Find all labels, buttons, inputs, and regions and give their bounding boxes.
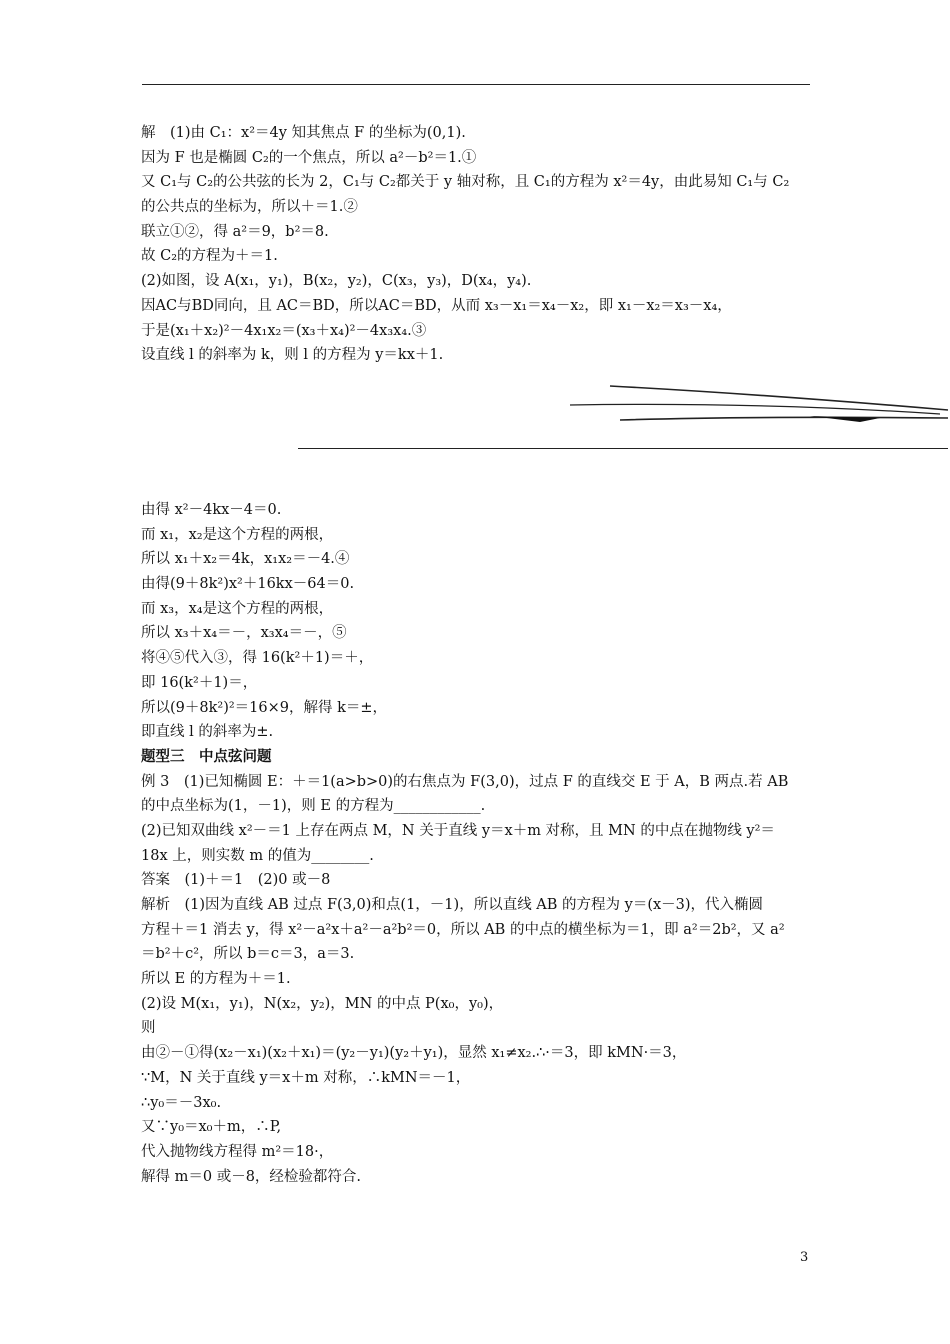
solution-block-bottom (141, 498, 813, 1189)
text-line: 所以 x₃＋x₄＝－，x₃x₄＝－，⑤ (141, 625, 347, 642)
text-line: 又 C₁与 C₂的公共弦的长为 2，C₁与 C₂都关于 y 轴对称，且 C₁的方程为 x²＝4y，由此易知 C₁与 C₂ (141, 174, 790, 191)
text-line: (2)如图，设 A(x₁，y₁)，B(x₂，y₂)，C(x₃，y₃)，D(x₄，y₄). (141, 273, 532, 290)
text-line: 代入抛物线方程得 m²＝18·， (141, 1143, 334, 1160)
text-line: 解 (1)由 C₁：x²＝4y 知其焦点 F 的坐标为(0,1). (141, 125, 466, 141)
text-line: 解得 m＝0 或－8，经检验都符合. (141, 1168, 362, 1185)
text-line: 而 x₁，x₂是这个方程的两根， (141, 526, 334, 543)
page-number: 3 (800, 1250, 809, 1265)
text-line: 又∵y₀＝x₀＋m，∴P, (141, 1119, 282, 1136)
text-line: 设直线 l 的斜率为 k，则 l 的方程为 y＝kx＋1. (141, 347, 444, 364)
text-line: (2)设 M(x₁，y₁)，N(x₂，y₂)，MN 的中点 P(x₀，y₀)， (141, 995, 504, 1012)
solution-block-top (141, 121, 813, 368)
text-line: 由②－①得(x₂－x₁)(x₂＋x₁)＝(y₂－y₁)(y₂＋y₁)，显然 x₁≠x₂.∴·＝3，即 kMN·＝3， (141, 1045, 687, 1062)
text-line: 由得(9＋8k²)x²＋16kx－64＝0. (141, 576, 355, 593)
text-line: 例 3 (1)已知椭圆 E：＋＝1(a>b>0)的右焦点为 F(3,0)，过点 F 的直线交 E 于 A，B 两点.若 AB (141, 773, 789, 790)
text-line: 于是(x₁＋x₂)²－4x₁x₂＝(x₃＋x₄)²－4x₃x₄.③ (141, 322, 427, 339)
text-line: (2)已知双曲线 x²－＝1 上存在两点 M，N 关于直线 y＝x＋m 对称，且 MN 的中点在抛物线 y²＝ (141, 822, 775, 839)
text-line: 因AC与BD同向，且 AC＝BD，所以AC＝BD，从而 x₃－x₁＝x₄－x₂，即 x₁－x₂＝x₃－x₄， (141, 297, 732, 314)
text-line: 所以(9＋8k²)²＝16×9，解得 k＝±， (141, 699, 388, 716)
text-line: 故 C₂的方程为＋＝1. (141, 248, 278, 265)
answer-line: 答案 (1)＋＝1 (2)0 或－8 (141, 872, 331, 889)
decorative-swoosh (560, 380, 950, 430)
text-line: ∵M，N 关于直线 y＝x＋m 对称，∴kMN＝－1， (141, 1069, 471, 1086)
text-line: 则 (141, 1020, 156, 1037)
text-line: 所以 E 的方程为＋＝1. (141, 971, 291, 988)
text-line: 方程＋＝1 消去 y，得 x²－a²x＋a²－a²b²＝0，所以 AB 的中点的横坐标为＝1，即 a²＝2b²，又 a² (141, 921, 785, 938)
text-line: 所以 x₁＋x₂＝4k，x₁x₂＝－4.④ (141, 551, 350, 568)
section-rule (298, 448, 948, 449)
text-line: 将④⑤代入③，得 16(k²＋1)＝＋， (141, 650, 374, 667)
section-heading: 题型三 中点弦问题 (141, 747, 272, 765)
text-line: ∴y₀＝－3x₀. (141, 1094, 222, 1111)
header-rule (142, 84, 810, 85)
text-line: 即 16(k²＋1)＝， (141, 674, 258, 691)
text-line: 的中点坐标为(1，－1)，则 E 的方程为____________. (141, 798, 486, 815)
text-line: 联立①②，得 a²＝9，b²＝8. (141, 223, 329, 240)
text-line: 即直线 l 的斜率为±. (141, 724, 274, 741)
text-line: 解析 (1)因为直线 AB 过点 F(3,0)和点(1，－1)，所以直线 AB 的方程为 y＝(x－3)，代入椭圆 (141, 897, 764, 913)
text-line: 因为 F 也是椭圆 C₂的一个焦点，所以 a²－b²＝1.① (141, 149, 477, 166)
text-line: 由得 x²－4kx－4＝0. (141, 502, 282, 518)
text-line: 的公共点的坐标为，所以＋＝1.② (141, 199, 358, 216)
text-line: 而 x₃，x₄是这个方程的两根， (141, 600, 334, 617)
text-line: 18x 上，则实数 m 的值为________. (141, 847, 374, 864)
text-line: ＝b²＋c²，所以 b＝c＝3，a＝3. (141, 946, 355, 963)
